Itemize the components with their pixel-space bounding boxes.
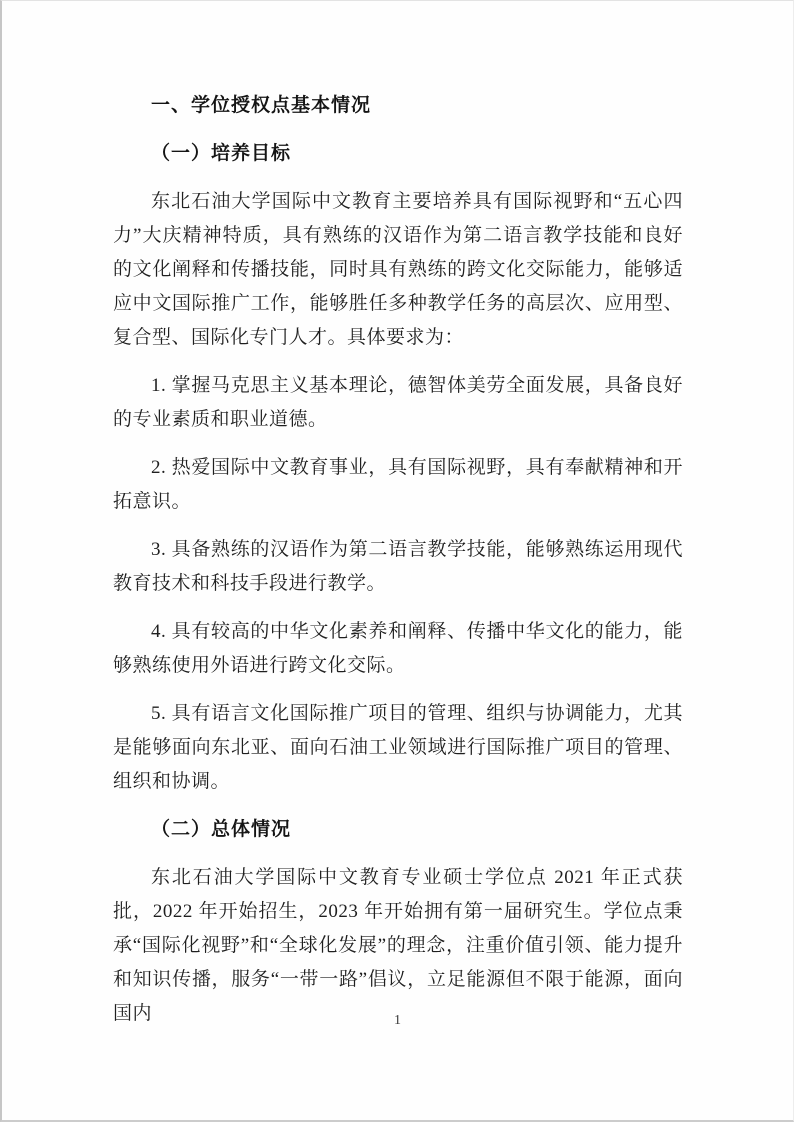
section-heading-basic-info: 一、学位授权点基本情况	[151, 95, 372, 116]
paragraph-requirement-1: 1. 掌握马克思主义基本理论，德智体美劳全面发展，具备良好的专业素质和职业道德。	[113, 375, 683, 430]
subsection-heading-training-objectives: （一）培养目标	[151, 143, 292, 164]
subsection-heading-overall-situation: （二）总体情况	[151, 819, 292, 840]
paragraph-overview: 东北石油大学国际中文教育专业硕士学位点 2021 年正式获批，2022 年开始招生，2023 年开始拥有第一届研究生。学位点秉承“国际化视野”和“全球化发展”的理念，注重价值引领、能力提升和知识传播，服务“一带一路”倡议，立足能源但不限于能源，面向国内	[113, 867, 683, 1024]
paragraph-requirement-3: 3. 具备熟练的汉语作为第二语言教学技能，能够熟练运用现代教育技术和科技手段进行教学。	[113, 539, 683, 594]
page-number: 1	[394, 1013, 401, 1028]
document-content	[2, 1, 793, 1031]
paragraph-requirement-5: 5. 具有语言文化国际推广项目的管理、组织与协调能力，尤其是能够面向东北亚、面向石油工业领域进行国际推广项目的管理、组织和协调。	[113, 703, 683, 792]
paragraph-requirement-2: 2. 热爱国际中文教育事业，具有国际视野，具有奉献精神和开拓意识。	[113, 457, 683, 512]
paragraph-training-intro: 东北石油大学国际中文教育主要培养具有国际视野和“五心四力”大庆精神特质，具有熟练的汉语作为第二语言教学技能和良好的文化阐释和传播技能，同时具有熟练的跨文化交际能力，能够适应中文国际推广工作，能够胜任多种教学任务的高层次、应用型、复合型、国际化专门人才。具体要求为：	[113, 191, 683, 348]
paragraph-requirement-4: 4. 具有较高的中华文化素养和阐释、传播中华文化的能力，能够熟练使用外语进行跨文化交际。	[113, 621, 683, 676]
